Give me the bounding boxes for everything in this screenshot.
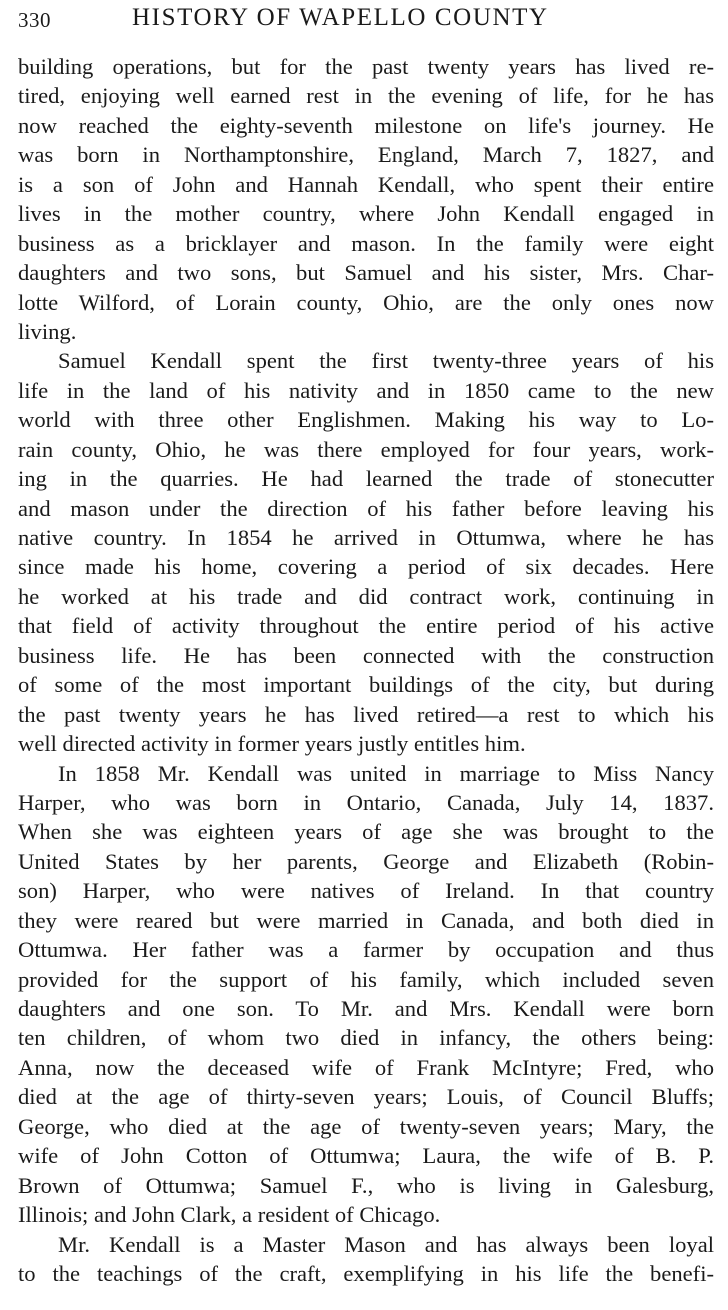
paragraph bbox=[18, 346, 714, 758]
text-line: provided for the support of his family, which included seven bbox=[18, 966, 714, 992]
text-line: Anna, now the deceased wife of Frank McIntyre; Fred, who bbox=[18, 1054, 714, 1080]
text-line: daughters and one son. To Mr. and Mrs. Kendall were born bbox=[18, 996, 714, 1021]
text-line: Harper, who was born in Ontario, Canada, July 14, 1837. bbox=[18, 789, 714, 815]
text-line: Mr. Kendall is a Master Mason and has always been loyal bbox=[58, 1231, 714, 1257]
text-line: lives in the mother country, where John Kendall engaged in bbox=[18, 201, 714, 227]
text-line: Ottumwa. Her father was a farmer by occupation and thus bbox=[18, 937, 714, 963]
text-line: ten children, of whom two died in infancy, the others being: bbox=[18, 1025, 714, 1051]
text-line: well directed activity in former years justly entitles him. bbox=[18, 731, 526, 757]
text-line: and mason under the direction of his father before leaving his bbox=[18, 495, 714, 521]
text-line: business as a bricklayer and mason. In the family were eight bbox=[18, 230, 714, 256]
text-line: wife of John Cotton of Ottumwa; Laura, the wife of B. P. bbox=[18, 1143, 714, 1169]
text-line: native country. In 1854 he arrived in Ottumwa, where he has bbox=[18, 525, 714, 550]
text-line: son) Harper, who were natives of Ireland. In that country bbox=[18, 878, 714, 904]
text-line: of some of the most important buildings of the city, but during bbox=[18, 672, 714, 698]
text-line: living. bbox=[18, 318, 77, 344]
text-line: business life. He has been connected with the construction bbox=[18, 642, 714, 668]
text-line: rain county, Ohio, he was there employed for four years, work- bbox=[18, 436, 714, 462]
text-line: ing in the quarries. He had learned the trade of stonecutter bbox=[18, 466, 714, 492]
text-line: now reached the eighty-seventh milestone on life's journey. He bbox=[18, 112, 714, 138]
text-line: they were reared but were married in Canada, and both died in bbox=[18, 907, 714, 933]
text-line: Illinois; and John Clark, a resident of Chicago. bbox=[18, 1202, 441, 1228]
text-line: was born in Northamptonshire, England, March 7, 1827, and bbox=[18, 142, 714, 168]
paragraph bbox=[18, 1230, 714, 1289]
text-line: he worked at his trade and did contract work, continuing in bbox=[18, 583, 714, 609]
text-line: the past twenty years he has lived retired—a rest to which his bbox=[18, 701, 714, 727]
text-line: that field of activity throughout the entire period of his active bbox=[18, 613, 714, 639]
paragraph bbox=[18, 52, 714, 346]
text-line: building operations, but for the past twenty years has lived re- bbox=[18, 54, 714, 79]
page-number: 330 bbox=[18, 8, 51, 32]
text-line: life in the land of his nativity and in 1850 came to the new bbox=[18, 377, 714, 403]
text-line: Samuel Kendall spent the first twenty-three years of his bbox=[58, 348, 714, 374]
text-line: is a son of John and Hannah Kendall, who spent their entire bbox=[18, 171, 714, 197]
text-line: Brown of Ottumwa; Samuel F., who is living in Galesburg, bbox=[18, 1172, 714, 1198]
page-header bbox=[18, 0, 714, 38]
body-text bbox=[18, 52, 714, 1288]
text-line: When she was eighteen years of age she was brought to the bbox=[18, 819, 714, 845]
text-line: to the teachings of the craft, exemplifying in his life the benefi- bbox=[18, 1260, 714, 1286]
book-page bbox=[18, 0, 714, 1286]
paragraph bbox=[18, 759, 714, 1230]
text-line: world with three other Englishmen. Making his way to Lo- bbox=[18, 407, 714, 433]
text-line: George, who died at the age of twenty-seven years; Mary, the bbox=[18, 1113, 714, 1139]
text-line: tired, enjoying well earned rest in the evening of life, for he has bbox=[18, 83, 714, 109]
text-line: died at the age of thirty-seven years; Louis, of Council Bluffs; bbox=[18, 1084, 714, 1110]
text-line: In 1858 Mr. Kendall was united in marriage to Miss Nancy bbox=[58, 760, 714, 786]
text-line: daughters and two sons, but Samuel and his sister, Mrs. Char- bbox=[18, 260, 714, 286]
text-line: since made his home, covering a period of six decades. Here bbox=[18, 554, 714, 580]
text-line: lotte Wilford, of Lorain county, Ohio, are the only ones now bbox=[18, 289, 714, 315]
running-head: HISTORY OF WAPELLO COUNTY bbox=[132, 4, 549, 31]
text-line: United States by her parents, George and Elizabeth (Robin- bbox=[18, 848, 714, 874]
